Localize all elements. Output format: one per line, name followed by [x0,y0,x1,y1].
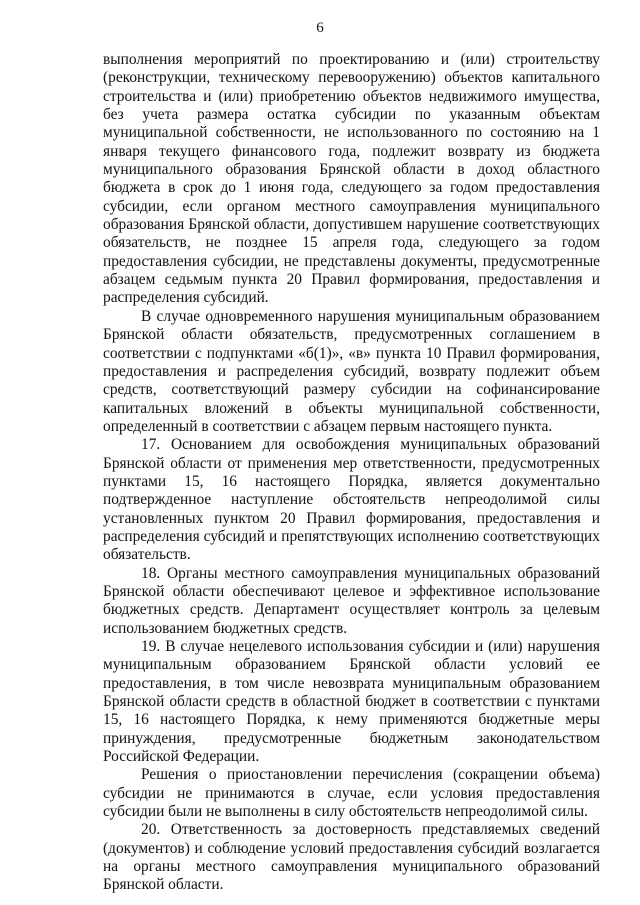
page-number: 6 [316,20,324,36]
paragraph-item-20: 20. Ответственность за достоверность представляемых сведений (документов) и соблюдение условий предоставления субсидий возлагается на органы местного самоуправления муниципального образований Брянской области. [103,821,600,894]
paragraph-suspension-decisions: Решения о приостановлении перечисления (сокращении объема) субсидии не принимаются в случае, если условия предоставления субсидии были не выполнены в силу обстоятельств непреодолимой силы. [103,766,600,821]
paragraph-item-18: 18. Органы местного самоуправления муниципальных образований Брянской области обеспечивают целевое и эффективное использование бюджетных средств. Департамент осуществляет контроль за целевым использованием бюджетных средств. [103,564,600,637]
document-body [103,51,600,895]
paragraph-item-19: 19. В случае нецелевого использования субсидии и (или) нарушения муниципальным образованием Брянской области условий ее предоставления, в том числе невозврата муниципальным образованием Брянской области средств в областной бюджет в соответствии с пунктами 15, 16 настоящего Порядка, к нему применяются бюджетные меры принуждения, предусмотренные бюджетным законодательством Российской Федерации. [103,638,600,766]
paragraph-simultaneous-violation: В случае одновременного нарушения муниципальным образованием Брянской области обязательств, предусмотренных соглашением в соответствии с подпунктами «б(1)», «в» пункта 10 Правил формирования, предоставления и распределения субсидий, возврату подлежит объем средств, соответствующий размеру субсидии на софинансирование капитальных вложений в объекты муниципальной собственности, определенный в соответствии с абзацем первым настоящего пункта. [103,307,600,435]
paragraph-item-17: 17. Основанием для освобождения муниципальных образований Брянской области от применения мер ответственности, предусмотренных пунктами 15, 16 настоящего Порядка, является документально подтвержденное наступление обстоятельств непреодолимой силы установленных пунктом 20 Правил формирования, предоставления и распределения субсидий и препятствующих исполнению соответствующих обязательств. [103,436,600,564]
paragraph-continuation: выполнения мероприятий по проектированию и (или) строительству (реконструкции, техническому перевооружению) объектов капитального строительства и (или) приобретению объектов недвижимого имущества, без учета размера остатка субсидии по указанным объектам муниципальной собственности, не использованного по состоянию на 1 января текущего финансового года, подлежит возврату из бюджета муниципального образования Брянской области в доход областного бюджета в срок до 1 июня года, следующего за годом предоставления субсидии, если органом местного самоуправления муниципального образования Брянской области, допустившем нарушение соответствующих обязательств, не позднее 15 апреля года, следующего за годом предоставления субсидии, не представлены документы, предусмотренные абзацем седьмым пункта 20 Правил формирования, предоставления и распределения субсидий. [103,51,600,307]
